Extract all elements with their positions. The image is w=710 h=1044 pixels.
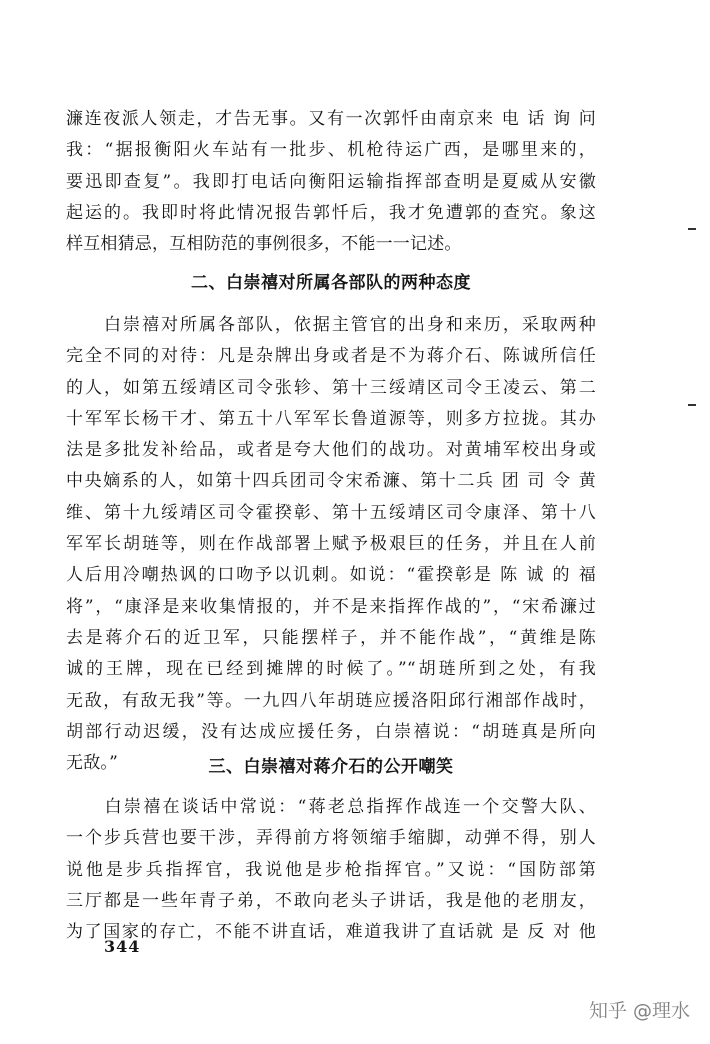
text-line: 维、第十九绥靖区司令霍揆彰、第十五绥靖区司令康泽、第十八 — [66, 502, 596, 523]
text-line: 无敌。” — [66, 753, 118, 774]
paragraph-2 — [66, 310, 596, 779]
text-line: 我：“据报衡阳火车站有一批步、机枪待运广西，是哪里来的， — [66, 140, 596, 161]
text-line: 白崇禧在谈话中常说：“蒋老总指挥作战连一个交警大队、 — [66, 797, 596, 817]
text-line: 军军长胡琏等，则在作战部署上赋予极艰巨的任务，并且在人前 — [66, 534, 596, 555]
scan-edge-mark — [688, 404, 696, 406]
section-heading-3: 三、白崇禧对蒋介石的公开嘲笑 — [208, 757, 454, 777]
text-line: 人后用冷嘲热讽的口吻予以讥刺。如说：“霍揆彰是 陈 诚 的 福 — [66, 565, 596, 586]
section-heading-2: 二、白崇禧对所属各部队的两种态度 — [191, 273, 471, 293]
text-line: 说他是步兵指挥官，我说他是步枪指挥官。”又说：“国防部第 — [66, 859, 596, 880]
text-line: 胡部行动迟缓，没有达成应援任务，白崇禧说：“胡琏真是所向 — [66, 721, 596, 742]
text-line: 将”，“康泽是来收集情报的，并不是来指挥作战的”，“宋希濂过 — [66, 596, 596, 617]
text-line: 的人，如第五绥靖区司令张轸、第十三绥靖区司令王凌云、第二 — [66, 377, 596, 398]
text-line: 要迅即查复”。我即打电话向衡阳运输指挥部查明是夏威从安徽 — [66, 171, 596, 192]
text-line: 白崇禧对所属各部队，依据主管官的出身和来历，采取两种 — [66, 315, 596, 335]
scan-edge-mark — [688, 228, 696, 230]
paragraph-3 — [66, 792, 596, 948]
paragraph-1 — [66, 104, 596, 260]
text-line: 为了国家的存亡，不能不讲直话，难道我讲了直话就 是 反 对 他 — [66, 922, 596, 943]
text-line: 无敌，有敌无我”等。一九四八年胡琏应援洛阳邱行湘部作战时， — [66, 690, 596, 711]
text-line: 样互相猜忌，互相防范的事例很多，不能一一记述。 — [66, 234, 462, 255]
text-line: 一个步兵营也要干涉，弄得前方将领缩手缩脚，动弹不得，别人 — [66, 828, 596, 849]
text-line: 法是多批发补给品，或者是夸大他们的战功。对黄埔军校出身或 — [66, 440, 596, 461]
text-line: 去是蒋介石的近卫军，只能摆样子，并不能作战”，“黄维是陈 — [66, 627, 596, 648]
text-line: 起运的。我即时将此情况报告郭忏后，我才免遭郭的查究。象这 — [66, 202, 596, 223]
text-line: 完全不同的对待：凡是杂牌出身或者是不为蒋介石、陈诚所信任 — [66, 346, 596, 367]
text-line: 十军军长杨干才、第五十八军军长鲁道源等，则多方拉拢。其办 — [66, 408, 596, 429]
text-line: 三厅都是一些年青子弟，不敢向老头子讲话，我是他的老朋友， — [66, 890, 596, 911]
text-line: 中央嫡系的人，如第十四兵团司令宋希濂、第十二兵 团 司 令 黄 — [66, 471, 596, 492]
text-line: 濂连夜派人领走，才告无事。又有一次郭忏由南京来 电 话 询 问 — [66, 109, 596, 129]
text-line: 诚的王牌，现在已经到摊牌的时候了。”“胡琏所到之处，有我 — [66, 659, 596, 680]
watermark: 知乎 @理水 — [588, 1000, 690, 1022]
page-number: 344 — [104, 937, 141, 956]
